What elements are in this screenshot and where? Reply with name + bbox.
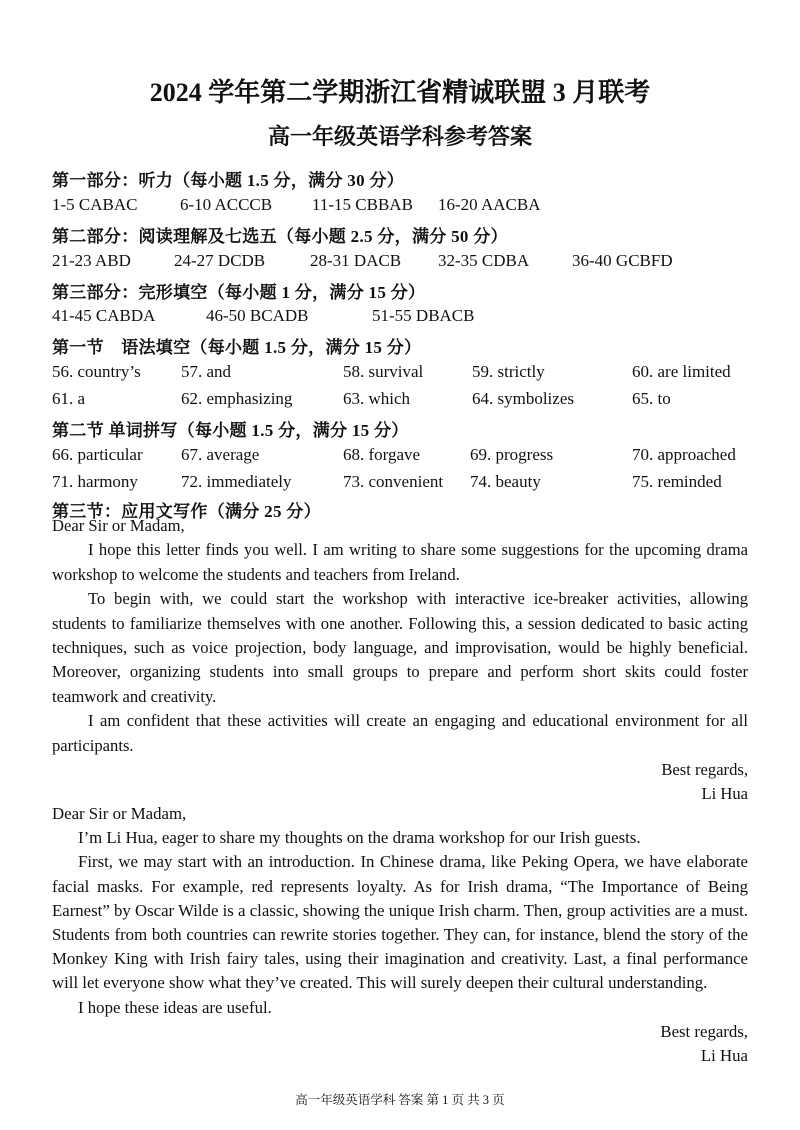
answer-group: 32-35 CDBA (438, 251, 530, 270)
answer-item: 72. immediately (181, 472, 292, 491)
letter-salutation: Dear Sir or Madam, (52, 516, 185, 535)
answer-item: 57. and (181, 362, 232, 381)
answer-item: 64. symbolizes (472, 389, 574, 408)
writing-heading: 第三节：应用文写作（满分 25 分） (52, 502, 321, 521)
answer-item: 69. progress (470, 445, 554, 464)
answer-group: 6-10 ACCCB (180, 195, 273, 214)
letter-paragraph: I’m Li Hua, eager to share my thoughts on the drama workshop for our Irish guests. (78, 828, 641, 848)
part3-answers (0, 306, 800, 330)
spelling-answers-row (0, 472, 800, 496)
answer-item: 66. particular (52, 445, 143, 464)
answer-item: 74. beauty (470, 472, 541, 491)
letter-salutation: Dear Sir or Madam, (52, 804, 187, 823)
answer-group: 21-23 ABD (52, 251, 131, 270)
part2-heading: 第二部分：阅读理解及七选五（每小题 2.5 分，满分 50 分） (52, 227, 508, 246)
answer-group: 1-5 CABAC (52, 195, 138, 214)
letter-paragraph: First, we may start with an introduction. In Chinese drama, like Peking Opera, we have elaborate facial masks. For example, red represents loyalty. As for Irish drama, “The Importance of Being Earnest” by Oscar Wilde is a classic, showing the unique Irish charm. Then, group activities are a must. Students from both countries can rewrite stories together. They can, for instance, blend the story of the Monkey King with Irish fairy tales, using their imagination and creativity. Last, a final performance will let everyone show what they’ve created. This will surely deepen their cultural understanding. (52, 852, 748, 993)
answer-item: 59. strictly (472, 362, 545, 381)
answer-item: 56. country’s (52, 362, 141, 381)
letter-paragraph: I hope this letter finds you well. I am writing to share some suggestions for the upcoming drama workshop to welcome the students and teachers from Ireland. (52, 540, 748, 584)
answer-item: 70. approached (632, 445, 736, 464)
answer-item: 71. harmony (52, 472, 138, 491)
grammar-answers-row (0, 389, 800, 413)
answer-group: 16-20 AACBA (438, 195, 541, 214)
letter-paragraph: I am confident that these activities will create an engaging and educational environment for all participants. (52, 711, 748, 755)
letter-paragraph: I hope these ideas are useful. (78, 997, 272, 1017)
letter-closing: Best regards, (661, 760, 748, 780)
answer-item: 63. which (343, 389, 411, 408)
answer-group: 24-27 DCDB (174, 251, 266, 270)
answer-item: 65. to (632, 389, 671, 408)
grammar-answers-row (0, 362, 800, 386)
answer-group: 28-31 DACB (310, 251, 402, 270)
part1-answers (0, 195, 800, 219)
letter-closing: Best regards, (660, 1021, 748, 1041)
grammar-heading: 第一节 语法填空（每小题 1.5 分，满分 15 分） (52, 338, 422, 357)
answer-group: 11-15 CBBAB (312, 195, 413, 214)
page-footer: 高一年级英语学科 答案 第 1 页 共 3 页 (295, 1093, 505, 1107)
answer-item: 75. reminded (632, 472, 722, 491)
answer-item: 62. emphasizing (181, 389, 293, 408)
answer-item: 60. are limited (632, 362, 731, 381)
answer-group: 51-55 DBACB (372, 306, 475, 325)
spelling-answers-row (0, 445, 800, 469)
letter-signature: Li Hua (701, 784, 748, 804)
answer-item: 68. forgave (343, 445, 421, 464)
answer-group: 36-40 GCBFD (572, 251, 673, 270)
part1-heading: 第一部分：听力（每小题 1.5 分，满分 30 分） (52, 171, 405, 190)
page-title: 2024 学年第二学期浙江省精诚联盟 3 月联考 (149, 78, 651, 107)
letter-signature: Li Hua (700, 1046, 748, 1066)
answer-group: 46-50 BCADB (206, 306, 309, 325)
sample-letter-2 (52, 802, 748, 1068)
part3-heading: 第三部分：完形填空（每小题 1 分，满分 15 分） (52, 283, 426, 302)
answer-group: 41-45 CABDA (52, 306, 156, 325)
answer-item: 61. a (52, 389, 86, 408)
answer-item: 73. convenient (343, 472, 444, 491)
answer-item: 67. average (181, 445, 260, 464)
letter-paragraph: To begin with, we could start the workshop with interactive ice-breaker activities, allowing students to familiarize themselves with one another. Following this, a session dedicated to basic acting techniques, such as voice projection, body language, and improvisation, would be highly beneficial. Moreover, organizing students into small groups to prepare and perform short skits could foster teamwork and creativity. (52, 589, 748, 706)
sample-letter-1 (52, 514, 748, 807)
answer-item: 58. survival (343, 362, 424, 381)
spelling-heading: 第二节 单词拼写（每小题 1.5 分，满分 15 分） (52, 421, 409, 440)
part2-answers (0, 251, 800, 275)
page-subtitle: 高一年级英语学科参考答案 (267, 124, 532, 149)
